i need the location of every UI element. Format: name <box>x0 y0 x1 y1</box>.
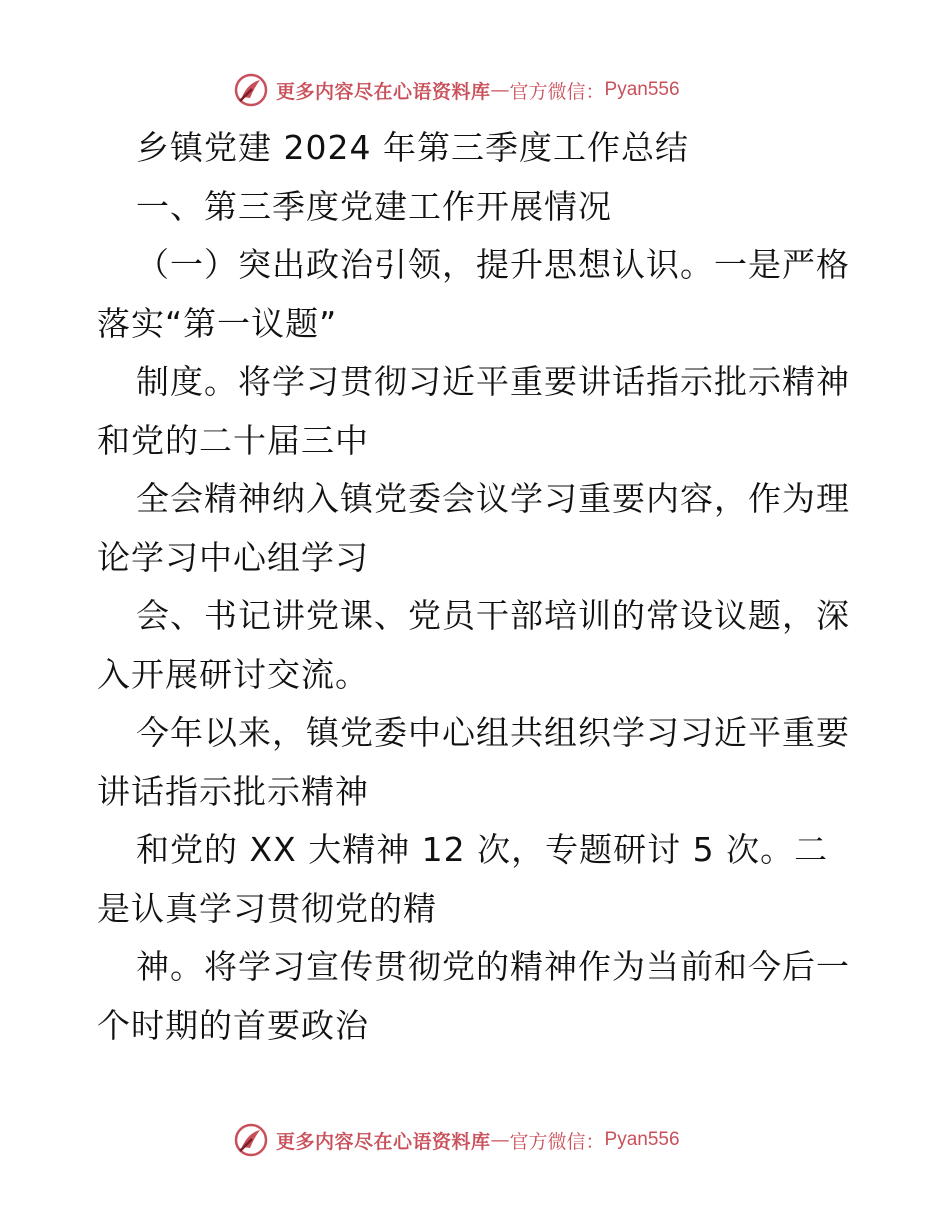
watermark-wechat-id: Pyan556 <box>604 1129 680 1150</box>
text-line: 落实“第一议题” <box>97 304 338 343</box>
text-line: 会、书记讲党课、党员干部培训的常设议题，深 <box>136 596 850 635</box>
text-line: 和党的二十届三中 <box>97 421 369 460</box>
text-line: 个时期的首要政治 <box>97 1006 369 1045</box>
document-title: 乡镇党建 2024 年第三季度工作总结 <box>136 128 689 167</box>
watermark-header <box>232 70 680 110</box>
text-line: （一）突出政治引领，提升思想认识。一是严格 <box>136 245 850 284</box>
text-line: 和党的 XX 大精神 12 次，专题研讨 5 次。二 <box>136 830 829 869</box>
text-line: 今年以来，镇党委中心组共组织学习习近平重要 <box>136 713 850 752</box>
text-line: 全会精神纳入镇党委会议学习重要内容，作为理 <box>136 479 850 518</box>
watermark-main-text: 更多内容尽在心语资料库 <box>276 80 491 103</box>
section-heading: 一、第三季度党建工作开展情况 <box>136 187 612 226</box>
text-line: 神。将学习宣传贯彻党的精神作为当前和今后一 <box>136 947 850 986</box>
watermark-sub-text: 官方微信： <box>509 80 605 103</box>
rose-quill-logo-icon <box>232 1121 270 1159</box>
watermark-main-text: 更多内容尽在心语资料库 <box>276 1130 491 1153</box>
watermark-sub-text: 官方微信： <box>509 1130 605 1153</box>
text-line: 是认真学习贯彻党的精 <box>97 889 437 928</box>
text-line: 入开展研讨交流。 <box>97 655 369 694</box>
text-line: 讲话指示批示精神 <box>97 772 369 811</box>
rose-quill-logo-icon <box>232 71 270 109</box>
watermark-wechat-id: Pyan556 <box>604 79 680 100</box>
text-line: 制度。将学习贯彻习近平重要讲话指示批示精神 <box>136 362 850 401</box>
watermark-dash: — <box>490 1129 510 1151</box>
text-line: 论学习中心组学习 <box>97 538 369 577</box>
watermark-footer <box>232 1120 680 1160</box>
watermark-dash: — <box>490 79 510 101</box>
